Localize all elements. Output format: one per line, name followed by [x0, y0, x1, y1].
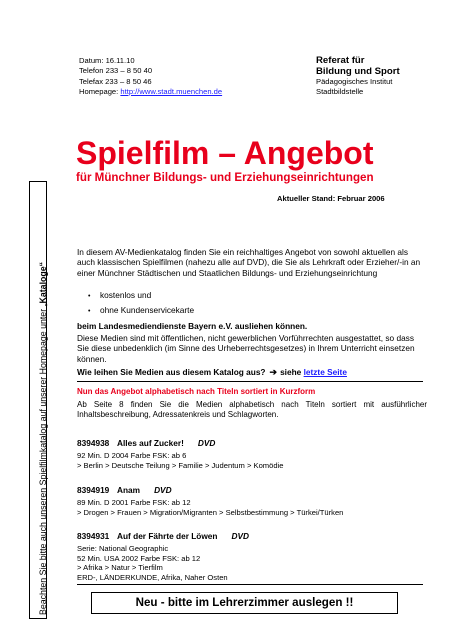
howto-question: Wie leihen Sie Medien aus diesem Katalog aus? — [77, 367, 266, 377]
department-line1: Referat für — [316, 55, 365, 66]
entry-id: 8394938 — [77, 438, 110, 448]
page-title: Spielfilm – Angebot — [76, 135, 374, 171]
entry-format: DVD — [231, 531, 250, 541]
list-item: • ohne Kundenservicekarte — [88, 305, 195, 315]
bullet-icon: • — [88, 308, 91, 315]
department-line2: Bildung und Sport — [316, 66, 400, 77]
sidebar-note: Beachten Sie bitte auch unseren Spielfilmkatalog auf unserer Homepage unter „Kataloge“ — [38, 261, 48, 615]
homepage-line — [79, 87, 222, 97]
bullet-list — [88, 290, 194, 320]
entry-details: 92 Min. D 2004 Farbe FSK: ab 6 — [77, 451, 187, 460]
sidebar-keyword: Kataloge — [38, 266, 48, 304]
lend-line: beim Landesmediendienste Bayern e.V. ausliehen können. — [77, 321, 308, 331]
department-line3: Pädagogisches Institut — [316, 77, 393, 86]
howto-line — [77, 367, 347, 378]
entry-format: DVD — [197, 438, 216, 448]
date: Datum: 16.11.10 — [79, 56, 135, 65]
intro-paragraph: In diesem AV-Medienkatalog finden Sie ein reichhaltiges Angebot von sowohl aktuellen als auch klassischen Spielfilmen (nahezu alle auf DVD), die Sie als Lehrkraft oder Erzieher/-in an einer Münchner Städtischen und Staatlichen Bildungs- und Erziehungseinrichtung — [77, 247, 421, 278]
entry-keywords: > Drogen > Frauen > Migration/Migranten > Selbstbestimmung > Türkei/Türken — [77, 507, 344, 517]
howto-see: siehe — [280, 367, 304, 377]
entry-format: DVD — [154, 485, 172, 495]
status-date: Aktueller Stand: Februar 2006 — [277, 194, 385, 203]
entry-keywords: > Berlin > Deutsche Teilung > Familie > Judentum > Komödie — [77, 460, 284, 470]
entry-details: 52 Min. USA 2002 Farbe FSK: ab 12 — [77, 553, 201, 563]
notice-box: Neu - bitte im Lehrerzimmer auslegen !! — [91, 592, 398, 614]
arrow-right-icon: ➔ — [269, 367, 278, 377]
homepage-label: Homepage: — [79, 86, 121, 96]
last-page-link[interactable]: letzte Seite — [303, 367, 347, 377]
catalog-entry — [77, 531, 249, 582]
section-description: Ab Seite 8 finden Sie die Medien alphabetisch nach Titeln sortiert mit ausführlicher Inhaltsbeschreibung, Adressatenkreis und Schlagworten. — [77, 400, 427, 419]
department-line4: Stadtbildstelle — [316, 86, 364, 96]
header-contact — [79, 56, 222, 97]
entry-id: 8394931 — [77, 531, 110, 541]
homepage-link[interactable]: http://www.stadt.muenchen.de — [120, 86, 223, 96]
catalog-entry — [77, 438, 283, 470]
entry-title: Alles auf Zucker! — [117, 438, 184, 448]
phone: Telefon 233 – 8 50 40 — [79, 66, 153, 76]
entry-subject: ERD-, LÄNDERKUNDE, Afrika, Naher Osten — [77, 572, 228, 582]
entry-keywords: > Afrika > Natur > Tierfilm — [77, 563, 163, 573]
entry-series: Serie: National Geographic — [77, 544, 169, 553]
list-item: • kostenlos und — [88, 290, 152, 300]
entry-id: 8394919 — [77, 485, 110, 495]
section-title: Nun das Angebot alphabetisch nach Titeln sortiert in Kurzform — [77, 387, 316, 396]
rights-paragraph: Diese Medien sind mit öffentlichen, nicht gewerblichen Vorführrechten ausgestattet, so dass Sie diese unbedenklich (im Sinne des Urheberrechtsgesetzes) in Ihrem Unterricht einsetzen können. — [77, 333, 415, 364]
divider — [77, 584, 423, 585]
divider — [77, 381, 423, 382]
catalog-entry — [77, 485, 343, 517]
page-subtitle: für Münchner Bildungs- und Erziehungseinrichtungen — [76, 171, 374, 184]
entry-title: Auf der Fährte der Löwen — [117, 531, 218, 541]
header-department — [316, 55, 400, 96]
entry-title: Anam — [117, 485, 141, 495]
entry-details: 89 Min. D 2001 Farbe FSK: ab 12 — [77, 498, 191, 507]
fax: Telefax 233 – 8 50 46 — [79, 76, 152, 86]
bullet-icon: • — [88, 293, 91, 300]
